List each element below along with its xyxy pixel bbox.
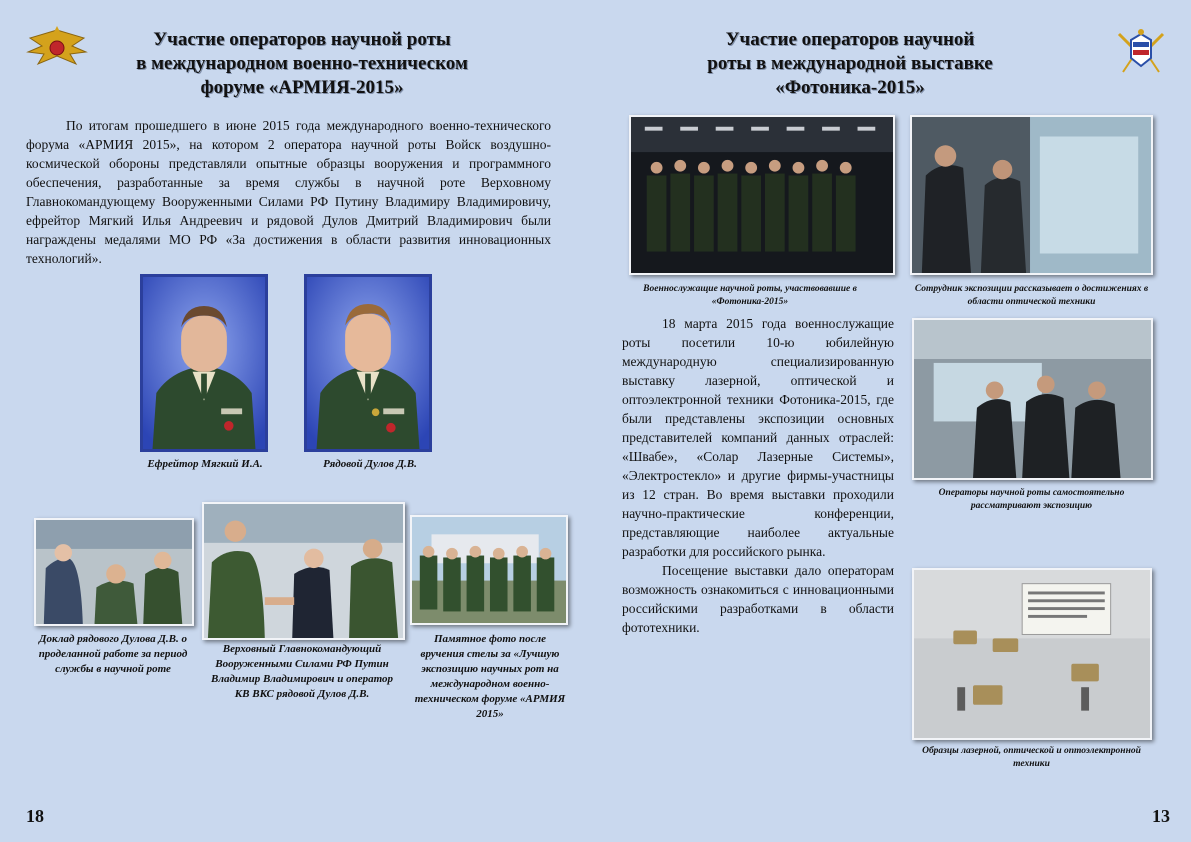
caption-memorial-group: Памятное фото после вручения стелы за «Лучшую экспозицию научных рот на международном военно-техническом форуме «АРМИЯ 2015» <box>414 633 566 720</box>
right-title-line-3: «Фотоника-2015» <box>775 77 925 98</box>
portrait-dulov <box>304 274 432 452</box>
photo-dulov-report <box>34 518 194 626</box>
photo-operators-exhibit <box>912 318 1153 480</box>
left-page-title <box>90 28 514 100</box>
left-paragraph: По итогам прошедшего в июне 2015 года международного военно-технического форума «АРМИЯ 2015», на котором 2 оператора научной роты Войск воздушно-космической обороны представляли опытные образцы вооружения и программного обеспечения, разработанные за время службы в научной роте Верховному Главнокомандующему Вооруженными Силами РФ Путину Владимиру Владимировичу, ефрейтор Мягкий Илья Андреевич и рядовой Дулов Дмитрий Владимирович были награждены медалями МО РФ «За достижения в области развития инновационных технологий». <box>26 118 551 266</box>
right-page-title <box>640 28 1060 100</box>
caption-laser-samples: Образцы лазерной, оптической и оптоэлектронной техники <box>922 746 1141 769</box>
right-paragraph-1: 18 марта 2015 года военнослужащие роты посетили 10-ю юбилейную международную специализированную выставку лазерной, оптической и оптоэлектронной техники Фотоника-2015, где были представлены экспозиции основных представителей компаний данных отраслей: «Швабе», «Солар Лазерные Системы», «Электростекло» и другие фирмы-участницы из 12 стран. Во время выставки проходили научно-практические конференции, представляющие наиболее актуальные разработки для российского рынка. <box>622 316 894 559</box>
right-title-line-1: Участие операторов научной <box>725 29 975 50</box>
photo-soldiers-fotonika <box>629 115 895 275</box>
right-article-text <box>622 314 894 637</box>
army-emblem-icon <box>24 24 90 74</box>
right-title-line-2: роты в международной выставке <box>707 53 993 74</box>
caption-putin-handshake: Верховный Главнокомандующий Вооруженными Силами РФ Путин Владимир Владимирович и оператор КВ ВКС рядовой Дулов Д.В. <box>210 643 393 700</box>
vks-emblem-icon <box>1113 24 1169 78</box>
left-title-line-1: Участие операторов научной роты <box>153 29 451 50</box>
left-article-text <box>26 116 551 268</box>
caption-soldiers-fotonika: Военнослужащие научной роты, участвовавшие в «Фотоника-2015» <box>643 284 857 307</box>
right-paragraph-2: Посещение выставки дало операторам возможность ознакомиться с инновационными российскими разработками в области фототехники. <box>622 563 894 635</box>
portrait-myagkiy <box>140 274 268 452</box>
caption-operators-exhibit: Операторы научной роты самостоятельно рассматривают экспозицию <box>938 488 1125 511</box>
photo-exhibit-staff <box>910 115 1153 275</box>
portrait-caption-myagkiy: Ефрейтор Мягкий И.А. <box>147 458 263 470</box>
left-title-line-3: форуме «АРМИЯ-2015» <box>200 77 404 98</box>
photo-laser-samples <box>912 568 1152 740</box>
right-page-number: 13 <box>1152 806 1170 826</box>
caption-dulov-report: Доклад рядового Дулова Д.В. о проделанной работе за период службы в научной роте <box>38 633 188 675</box>
photo-putin-handshake <box>202 502 405 640</box>
photo-memorial-group <box>410 515 568 625</box>
caption-exhibit-staff: Сотрудник экспозиции рассказывает о достижениях в области оптической техники <box>914 284 1149 307</box>
left-title-line-2: в международном военно-техническом <box>136 53 468 74</box>
portrait-caption-dulov: Рядовой Дулов Д.В. <box>323 458 417 470</box>
left-page-number: 18 <box>26 806 44 826</box>
